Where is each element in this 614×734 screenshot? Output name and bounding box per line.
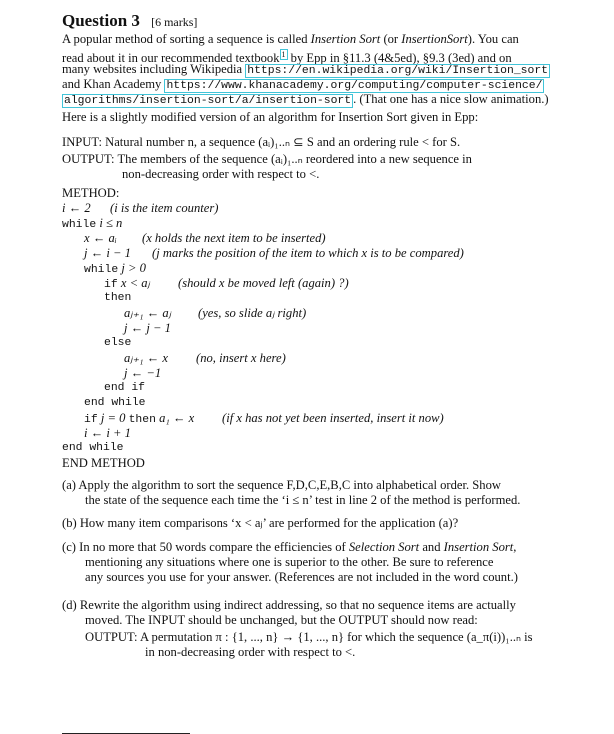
- part-d-line-4: in non-decreasing order with respect to <.: [145, 645, 356, 659]
- method-line-17: end while: [62, 442, 124, 454]
- method-comment-8: (yes, so slide aⱼ right): [198, 306, 307, 320]
- method-comment-15: (if x has not yet been inserted, insert it now): [222, 411, 444, 425]
- khan-academy-link-cont[interactable]: algorithms/insertion-sort/a/insertion-sort: [64, 95, 352, 107]
- part-a-line-2: the state of the sequence each time the ‘i ≤ n’ test in line 2 of the method is performed.: [85, 493, 521, 507]
- method-comment-1: (i is the item counter): [110, 201, 219, 215]
- method-line-5: while j > 0: [84, 261, 146, 276]
- input-spec: INPUT: Natural number n, a sequence (aᵢ)₁..ₙ ⊆ S and an ordering rule < for S.: [62, 135, 461, 149]
- output-spec-cont: non-decreasing order with respect to <.: [122, 167, 320, 181]
- khan-academy-link[interactable]: https://www.khanacademy.org/computing/computer-science/: [166, 80, 543, 92]
- intro-line-6: Here is a slightly modified version of an algorithm for Insertion Sort given in Epp:: [62, 110, 479, 124]
- method-header: METHOD:: [62, 186, 120, 200]
- part-d-line-3: OUTPUT: A permutation π : {1, ..., n} → {1, ..., n} for which the sequence (a_π(i))₁..ₙ is: [85, 630, 533, 644]
- part-a-line-1: (a) Apply the algorithm to sort the sequence F,D,C,E,B,C into alphabetical order. Show: [62, 478, 501, 492]
- part-b-line-1: (b) How many item comparisons ‘x < aⱼ’ are performed for the application (a)?: [62, 516, 459, 530]
- method-line-9: j ← j − 1: [124, 321, 171, 335]
- method-line-3: x ← aᵢ: [84, 231, 117, 245]
- method-line-15: if j = 0 then a₁ ← x: [84, 411, 195, 426]
- question-marks: [6 marks]: [151, 15, 198, 29]
- question-heading: [62, 13, 197, 30]
- method-line-2: while i ≤ n: [62, 216, 123, 231]
- part-d-line-2: moved. The INPUT should be unchanged, but the OUTPUT should now read:: [85, 613, 478, 627]
- method-line-7: then: [104, 292, 132, 304]
- method-line-11: aⱼ₊₁ ← x: [124, 351, 169, 365]
- part-c-line-1: (c) In no more that 50 words compare the efficiencies of Selection Sort and Insertion Sort,: [62, 540, 517, 554]
- part-d-line-1: (d) Rewrite the algorithm using indirect addressing, so that no sequence items are actually: [62, 598, 516, 612]
- method-line-1: i ← 2: [62, 201, 91, 215]
- wikipedia-link[interactable]: https://en.wikipedia.org/wiki/Insertion_sort: [247, 65, 549, 77]
- method-footer: END METHOD: [62, 456, 145, 470]
- method-line-12: j ← −1: [124, 366, 162, 380]
- method-line-10: else: [104, 337, 132, 349]
- part-c-line-3: any sources you use for your answer. (References are not included in the word count.): [85, 570, 518, 584]
- method-line-4: j ← i − 1: [84, 246, 131, 260]
- intro-line-4: and Khan Academy https://www.khanacademy.org/computing/computer-science/: [62, 77, 543, 92]
- method-comment-3: (x holds the next item to be inserted): [142, 231, 326, 245]
- intro-line-1: A popular method of sorting a sequence is called Insertion Sort (or InsertionSort). You can: [62, 32, 519, 46]
- method-comment-6: (should x be moved left (again) ?): [178, 276, 349, 290]
- method-line-13: end if: [104, 382, 146, 394]
- method-comment-4: (j marks the position of the item to which x is to be compared): [152, 246, 464, 260]
- method-comment-11: (no, insert x here): [196, 351, 286, 365]
- output-spec: OUTPUT: The members of the sequence (aᵢ)₁..ₙ reordered into a new sequence in: [62, 152, 472, 166]
- method-line-8: aⱼ₊₁ ← aⱼ: [124, 306, 171, 320]
- intro-line-2: read about it in our recommended textbook $^1$ by Epp in §11.3 (4&5ed), §9.3 (3ed) and on: [62, 50, 512, 66]
- method-line-14: end while: [84, 397, 146, 409]
- footnote-marker[interactable]: 1: [281, 50, 286, 59]
- part-c-line-2: mentioning any situations where one is superior to the other. Be sure to reference: [85, 555, 494, 569]
- method-line-6: if x < aⱼ: [104, 276, 150, 291]
- intro-line-3: many websites including Wikipedia https://en.wikipedia.org/wiki/Insertion_sort: [62, 62, 549, 77]
- method-line-16: i ← i + 1: [84, 426, 131, 440]
- intro-line-5: algorithms/insertion-sort/a/insertion-sort . (That one has a nice slow animation.): [64, 92, 549, 107]
- question-title: Question 3: [62, 11, 140, 30]
